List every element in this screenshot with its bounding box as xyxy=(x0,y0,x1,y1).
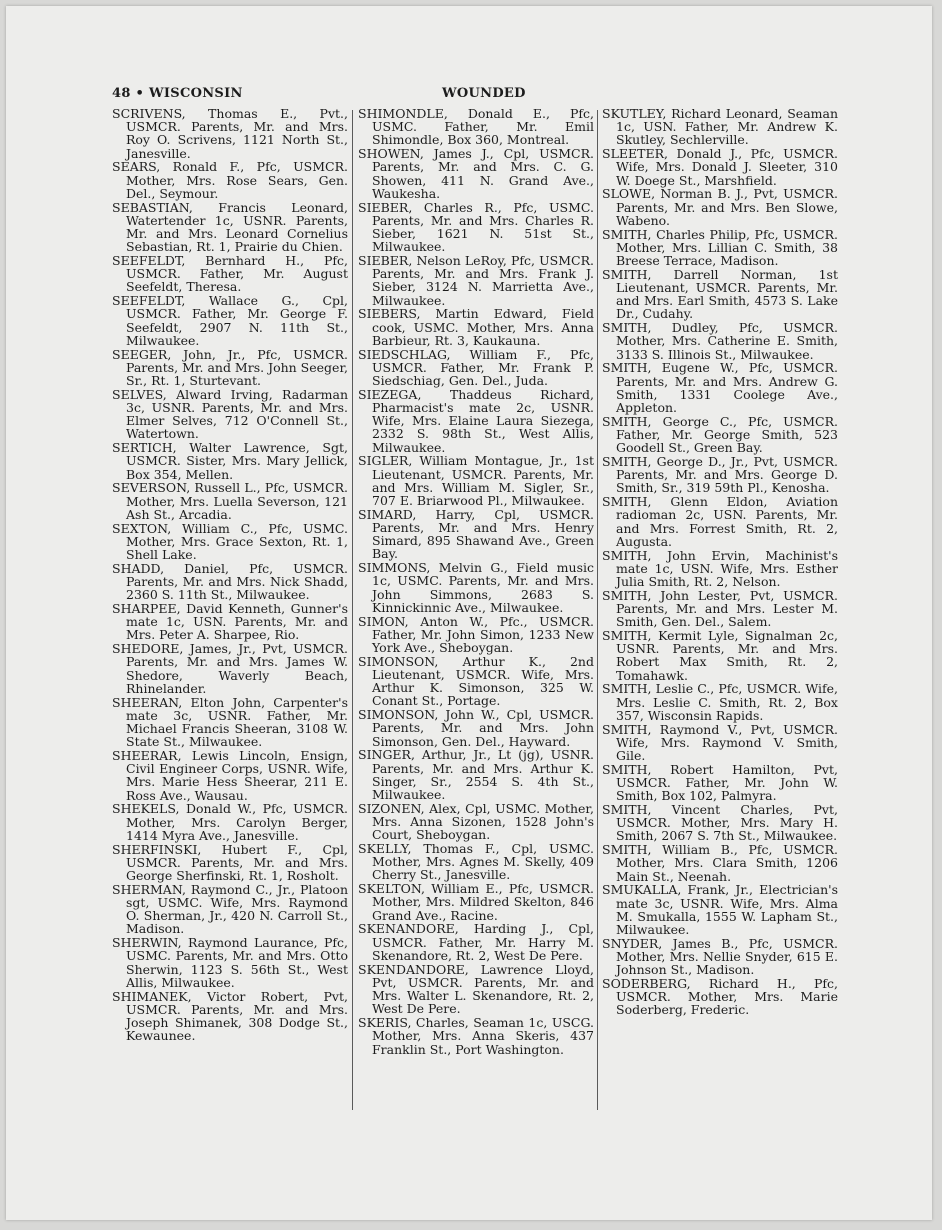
casualty-entry: SHERWIN, Raymond Laurance, Pfc, USMC. Parents, Mr. and Mrs. Otto Sherwin, 1123 S. 56th St., West Allis, Milwaukee. xyxy=(112,935,348,990)
casualty-entry: SODERBERG, Richard H., Pfc, USMCR. Mother, Mrs. Marie Soderberg, Frederic. xyxy=(602,976,838,1018)
casualty-entry: SMUKALLA, Frank, Jr., Electrician's mate 3c, USNR. Wife, Mrs. Alma M. Smukalla, 1555 W. Lapham St., Milwaukee. xyxy=(602,882,838,938)
casualty-entry: SMITH, John Ervin, Machinist's mate 1c, USN. Wife, Mrs. Esther Julia Smith, Rt. 2, Nelson. xyxy=(602,547,838,590)
casualty-entry: SHEKELS, Donald W., Pfc, USMCR. Mother, Mrs. Carolyn Berger, 1414 Myra Ave., Janesville. xyxy=(112,801,348,843)
casualty-entry: SINGER, Arthur, Jr., Lt (jg), USNR. Parents, Mr. and Mrs. Arthur K. Singer, Sr., 2554 S. 4th St., Milwaukee. xyxy=(358,747,594,803)
casualty-entry: SIMARD, Harry, Cpl, USMCR. Parents, Mr. and Mrs. Henry Simard, 895 Shawand Ave., Green Bay. xyxy=(358,506,594,562)
casualty-entry: SMITH, Darrell Norman, 1st Lieutenant, USMCR. Parents, Mr. and Mrs. Earl Smith, 4573 S. Lake Dr., Cudahy. xyxy=(602,266,838,322)
casualty-entry: SMITH, Dudley, Pfc, USMCR. Mother, Mrs. Catherine E. Smith, 3133 S. Illinois St., Milwaukee. xyxy=(602,320,838,362)
column-1 xyxy=(112,107,348,1043)
casualty-entry: SHIMANEK, Victor Robert, Pvt, USMCR. Parents, Mr. and Mrs. Joseph Shimanek, 308 Dodge St., Kewaunee. xyxy=(112,988,348,1044)
casualty-entry: SEBASTIAN, Francis Leonard, Watertender 1c, USNR. Parents, Mr. and Mrs. Leonard Cornelius Sebastian, Rt. 1, Prairie du Chien. xyxy=(112,199,348,255)
casualty-entry: SLOWE, Norman B. J., Pvt, USMCR. Parents, Mr. and Mrs. Ben Slowe, Wabeno. xyxy=(602,186,838,228)
casualty-entry: SMITH, Robert Hamilton, Pvt, USMCR. Father, Mr. John W. Smith, Box 102, Palmyra. xyxy=(602,761,838,804)
casualty-entry: SIGLER, William Montague, Jr., 1st Lieutenant, USMCR. Parents, Mr. and Mrs. William M. Sigler, Sr., 707 E. Briarwood Pl., Milwaukee. xyxy=(358,453,594,509)
casualty-entry: SMITH, Charles Philip, Pfc, USMCR. Mother, Mrs. Lillian C. Smith, 38 Breese Terrace, Madison. xyxy=(602,226,838,269)
bullet-separator: • xyxy=(135,86,145,101)
casualty-entry: SMITH, Vincent Charles, Pvt, USMCR. Mother, Mrs. Mary H. Smith, 2067 S. 7th St., Milwaukee. xyxy=(602,802,838,844)
casualty-entry: SCRIVENS, Thomas E., Pvt., USMCR. Parents, Mr. and Mrs. Roy O. Scrivens, 1121 North St., Janesville. xyxy=(112,106,348,161)
casualty-entry: SKELLY, Thomas F., Cpl, USMC. Mother, Mrs. Agnes M. Skelly, 409 Cherry St., Janesville. xyxy=(358,841,594,883)
casualty-entry: SELVES, Alward Irving, Radarman 3c, USNR. Parents, Mr. and Mrs. Elmer Selves, 712 O'Connell St., Watertown. xyxy=(112,386,348,442)
casualty-entry: SIMON, Anton W., Pfc., USMCR. Father, Mr. John Simon, 1233 New York Ave., Sheboygan. xyxy=(358,613,594,656)
casualty-entry: SMITH, George D., Jr., Pvt, USMCR. Parents, Mr. and Mrs. George D. Smith, Sr., 319 59th Pl., Kenosha. xyxy=(602,454,838,496)
casualty-entry: SKENANDORE, Harding J., Cpl, USMCR. Father, Mr. Harry M. Skenandore, Rt. 2, West De Pere. xyxy=(358,921,594,963)
casualty-entry: SMITH, George C., Pfc, USMCR. Father, Mr. George Smith, 523 Goodell St., Green Bay. xyxy=(602,413,838,456)
casualty-entry: SMITH, Raymond V., Pvt, USMCR. Wife, Mrs. Raymond V. Smith, Gile. xyxy=(602,721,838,764)
casualty-entry: SEEFELDT, Wallace G., Cpl, USMCR. Father, Mr. George F. Seefeldt, 2907 N. 11th St., Milwaukee. xyxy=(112,293,348,348)
casualty-entry: SHADD, Daniel, Pfc, USMCR. Parents, Mr. and Mrs. Nick Shadd, 2360 S. 11th St., Milwaukee. xyxy=(112,560,348,603)
casualty-entry: SIEZEGA, Thaddeus Richard, Pharmacist's mate 2c, USNR. Wife, Mrs. Elaine Laura Siezega, 2332 S. 98th St., West Allis, Milwaukee. xyxy=(358,386,594,455)
page-number: 48 xyxy=(112,86,131,101)
casualty-entry: SMITH, Leslie C., Pfc, USMCR. Wife, Mrs. Leslie C. Smith, Rt. 2, Box 357, Wisconsin Rapids. xyxy=(602,681,838,723)
casualty-entry: SMITH, William B., Pfc, USMCR. Mother, Mrs. Clara Smith, 1206 Main St., Neenah. xyxy=(602,842,838,884)
casualty-entry: SMITH, Kermit Lyle, Signalman 2c, USNR. Parents, Mr. and Mrs. Robert Max Smith, Rt. 2, Tomahawk. xyxy=(602,628,838,683)
casualty-entry: SMITH, Eugene W., Pfc, USMCR. Parents, Mr. and Mrs. Andrew G. Smith, 1331 Coolege Ave., Appleton. xyxy=(602,360,838,416)
casualty-entry: SHOWEN, James J., Cpl, USMCR. Parents, Mr. and Mrs. C. G. Showen, 411 N. Grand Ave., Waukesha. xyxy=(358,146,594,201)
casualty-entry: SERTICH, Walter Lawrence, Sgt, USMCR. Sister, Mrs. Mary Jellick, Box 354, Mellen. xyxy=(112,440,348,482)
casualty-entry: SIEBERS, Martin Edward, Field cook, USMC. Mother, Mrs. Anna Barbieur, Rt. 3, Kaukauna. xyxy=(358,306,594,348)
casualty-entry: SIEBER, Charles R., Pfc, USMC. Parents, Mr. and Mrs. Charles R. Sieber, 1621 N. 51st St., Milwaukee. xyxy=(358,199,594,255)
casualty-entry: SEEGER, John, Jr., Pfc, USMCR. Parents, Mr. and Mrs. John Seeger, Sr., Rt. 1, Sturtevant. xyxy=(112,346,349,389)
casualty-entry: SEXTON, William C., Pfc, USMC. Mother, Mrs. Grace Sexton, Rt. 1, Shell Lake. xyxy=(112,520,348,563)
column-3 xyxy=(602,107,838,1017)
casualty-entry: SKELTON, William E., Pfc, USMCR. Mother, Mrs. Mildred Skelton, 846 Grand Ave., Racine. xyxy=(358,881,594,923)
casualty-entry: SHIMONDLE, Donald E., Pfc, USMC. Father, Mr. Emil Shimondle, Box 360, Montreal. xyxy=(358,106,594,148)
casualty-entry: SHEDORE, James, Jr., Pvt, USMCR. Parents, Mr. and Mrs. James W. Shedore, Waverly Beach, Rhinelander. xyxy=(112,641,348,696)
state-heading: WISCONSIN xyxy=(148,86,243,101)
section-heading: WOUNDED xyxy=(442,86,526,101)
casualty-entry: SIZONEN, Alex, Cpl, USMC. Mother, Mrs. Anna Sizonen, 1528 John's Court, Sheboygan. xyxy=(358,800,594,843)
casualty-entry: SKUTLEY, Richard Leonard, Seaman 1c, USN. Father, Mr. Andrew K. Skutley, Sechlerville. xyxy=(602,106,838,148)
casualty-entry: SKENDANDORE, Lawrence Lloyd, Pvt, USMCR. Parents, Mr. and Mrs. Walter L. Skenandore, Rt. 2, West De Pere. xyxy=(358,961,594,1017)
casualty-entry: SEARS, Ronald F., Pfc, USMCR. Mother, Mrs. Rose Sears, Gen. Del., Seymour. xyxy=(112,159,348,201)
casualty-entry: SIMONSON, Arthur K., 2nd Lieutenant, USMCR. Wife, Mrs. Arthur K. Simonson, 325 W. Conant St., Portage. xyxy=(358,653,594,709)
casualty-entry: SIEDSCHLAG, William F., Pfc, USMCR. Father, Mr. Frank P. Siedschiag, Gen. Del., Juda. xyxy=(358,346,594,389)
casualty-entry: SHEERAR, Lewis Lincoln, Ensign, Civil Engineer Corps, USNR. Wife, Mrs. Marie Hess Sheerar, 211 E. Ross Ave., Wausau. xyxy=(112,748,348,803)
casualty-entry: SNYDER, James B., Pfc, USMCR. Mother, Mrs. Nellie Snyder, 615 E. Johnson St., Madison. xyxy=(602,935,838,978)
casualty-entry: SLEETER, Donald J., Pfc, USMCR. Wife, Mrs. Donald J. Sleeter, 310 W. Doege St., Marshfield. xyxy=(602,146,838,188)
casualty-entry: SHERMAN, Raymond C., Jr., Platoon sgt, USMC. Wife, Mrs. Raymond O. Sherman, Jr., 420 N. Carroll St., Madison. xyxy=(112,881,348,937)
column-divider-1 xyxy=(352,110,353,1110)
casualty-entry: SEEFELDT, Bernhard H., Pfc, USMCR. Father, Mr. August Seefeldt, Theresa. xyxy=(112,253,348,295)
casualty-entry: SIMONSON, John W., Cpl, USMCR. Parents, Mr. and Mrs. John Simonson, Gen. Del., Hayward. xyxy=(358,707,594,749)
document-page xyxy=(6,6,932,1220)
casualty-entry: SMITH, John Lester, Pvt, USMCR. Parents, Mr. and Mrs. Lester M. Smith, Gen. Del., Salem. xyxy=(602,587,838,630)
casualty-entry: SHERFINSKI, Hubert F., Cpl, USMCR. Parents, Mr. and Mrs. George Sherfinski, Rt. 1, Rosholt. xyxy=(112,841,348,884)
casualty-entry: SIEBER, Nelson LeRoy, Pfc, USMCR. Parents, Mr. and Mrs. Frank J. Sieber, 3124 N. Marrietta Ave., Milwaukee. xyxy=(358,253,594,308)
casualty-entry: SKERIS, Charles, Seaman 1c, USCG. Mother, Mrs. Anna Skeris, 437 Franklin St., Port Washington. xyxy=(358,1015,594,1057)
casualty-entry: SEVERSON, Russell L., Pfc, USMCR. Mother, Mrs. Luella Severson, 121 Ash St., Arcadia. xyxy=(112,480,348,522)
casualty-entry: SHARPEE, David Kenneth, Gunner's mate 1c, USN. Parents, Mr. and Mrs. Peter A. Sharpee, Rio. xyxy=(112,601,348,643)
column-divider-2 xyxy=(597,110,598,1110)
casualty-entry: SMITH, Glenn Eldon, Aviation radioman 2c, USN. Parents, Mr. and Mrs. Forrest Smith, Rt. 2, Augusta. xyxy=(602,494,838,549)
column-2 xyxy=(358,107,594,1056)
casualty-entry: SHEERAN, Elton John, Carpenter's mate 3c, USNR. Father, Mr. Michael Francis Sheeran, 3108 W. State St., Milwaukee. xyxy=(112,694,348,750)
casualty-entry: SIMMONS, Melvin G., Field music 1c, USMC. Parents, Mr. and Mrs. John Simmons, 2683 S. Kinnickinnic Ave., Milwaukee. xyxy=(358,560,594,615)
page-header xyxy=(112,86,852,104)
